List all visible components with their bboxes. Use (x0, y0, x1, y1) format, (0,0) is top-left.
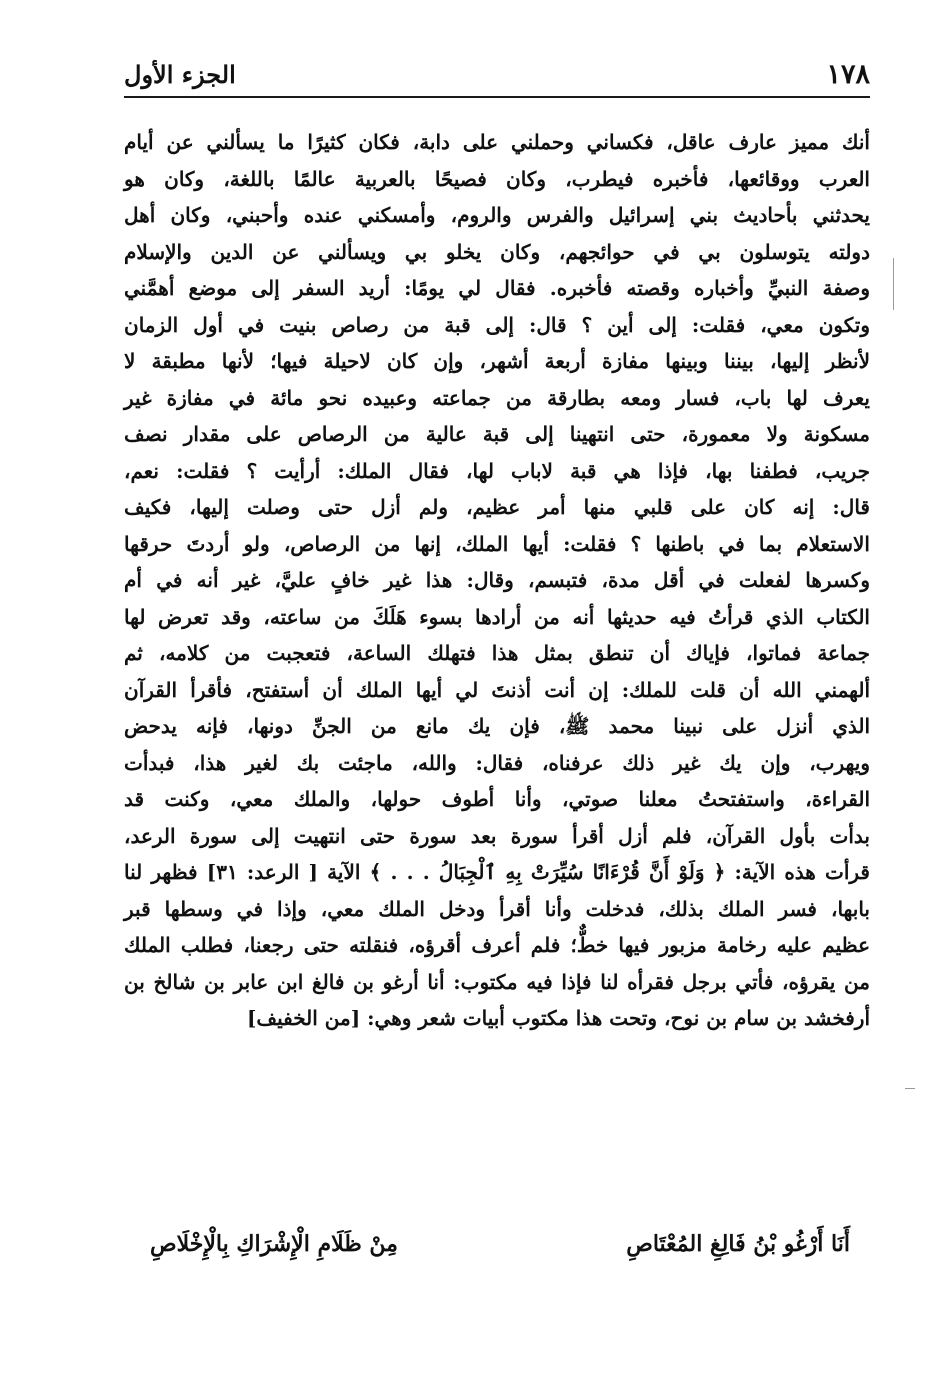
quran-verse-line: قرأت هذه الآية: ﴿ وَلَوْ أَنَّ قُرْءَانًا سُيِّرَتْ بِهِ ٱلْجِبَالُ . . . ﴾ الآية [ الرعد: ٣١] فظهر لنا (124, 860, 870, 884)
text-line: مسكونة ولا معمورة، حتى انتهينا إلى قبة عالية من الرصاص على مقدار نصف (124, 422, 870, 446)
text-line: ويهرب، وإن يك غير ذلك عرفناه، فقال: والله، ماجئت بك لغير هذا، فبدأت (124, 750, 870, 775)
text-line: وتكون معي، فقلت: إلى أين ؟ قال: إلى قبة من رصاص بنيت في أول الزمان (124, 312, 870, 337)
verse-second-hemistich: مِنْ ظَلَامِ الْإِشْرَاكِ بِالْإِخْلَاصِ (150, 1231, 398, 1257)
poem-verse (150, 1222, 850, 1266)
text-line: دولته يتوسلون بي في حوائجهم، وكان يخلو بي ويسألني عن الدين والإسلام (124, 239, 870, 264)
text-line: عظيم عليه رخامة مزبور فيها خطٌّ؛ فلم أعرف أقرؤه، فنقلته حتى رجعنا، فطلب الملك (124, 933, 870, 957)
text-line: ألهمني الله أن قلت للملك: إن أنت أذنتَ لي أيها الملك أن أستفتح، فأقرأ القرآن (124, 677, 870, 702)
text-line: بدأت بأول القرآن، فلم أزل أقرأ سورة بعد سورة حتى انتهيت إلى سورة الرعد، (124, 823, 870, 848)
text-line: العرب ووقائعها، فأخبره فيطرب، وكان فصيحًا بالعربية عالمًا باللغة، وكان هو (124, 166, 870, 191)
running-head: الجزء الأول (124, 60, 236, 89)
text-line: لأنظر إليها، بيننا وبينها مفازة أربعة أشهر، وإن كان لاحيلة فيها؛ لأنها مطبقة لا (124, 349, 870, 373)
text-line: وكسرها لفعلت في أقل مدة، فتبسم، وقال: هذا غير خافٍ عليَّ، غير أنه في أم (124, 568, 870, 592)
text-line: يحدثني بأحاديث بني إسرائيل والفرس والروم، وأمسكني عنده وأحبني، وكان أهل (124, 203, 870, 227)
text-line: جماعة فماتوا، فإياك أن تنطق بمثل هذا فتهلك الساعة، فتعجبت من كلامه، ثم (124, 641, 870, 665)
text-line: القراءة، واستفتحتُ معلنا صوتي، وأنا أطوف حولها، والملك معي، وكنت قد (124, 787, 870, 811)
header-rule (124, 96, 870, 98)
text-line: أرفخشد بن سام بن نوح، وتحت هذا مكتوب أبيات شعر وهي: [من الخفيف] (246, 1006, 870, 1030)
text-line: الاستعلام بما في باطنها ؟ فقلت: أيها الملك، إنها من الرصاص، ولو أردتَ حرقها (124, 531, 870, 556)
page-header (124, 60, 870, 94)
body-text (124, 124, 870, 1037)
margin-mark (893, 258, 894, 310)
verse-first-hemistich: أَنَا أَرْغُو بْنُ فَالِغِ المُعْتَاصِ (626, 1231, 850, 1257)
text-line: قال: إنه كان على قلبي منها أمر عظيم، ولم أزل حتى وصلت إليها، فكيف (124, 495, 870, 519)
text-line: أنك مميز عارف عاقل، فكساني وحملني على دابة، فكان كثيرًا ما يسألني عن أيام (124, 130, 870, 154)
page-number: ١٧٨ (826, 59, 870, 90)
text-line: وصفة النبيِّ وأخباره وقصته فأخبره. فقال لي يومًا: أريد السفر إلى موضع أهمَّني (124, 276, 870, 300)
text-line: جريب، فطفنا بها، فإذا هي قبة لاباب لها، فقال الملك: أرأيت ؟ فقلت: نعم، (124, 458, 870, 483)
text-line: بابها، فسر الملك بذلك، فدخلت وأنا أقرأ ودخل الملك معي، وإذا في وسطها قبر (124, 896, 870, 921)
text-line: يعرف لها باب، فسار ومعه بطارقة من جماعته وعبيده نحو مائة في مفازة غير (124, 385, 870, 410)
text-line: من يقرؤه، فأتي برجل فقرأه لنا فإذا فيه مكتوب: أنا أرغو بن فالغ ابن عابر بن شالخ بن (124, 969, 870, 994)
margin-dash (905, 1088, 915, 1089)
text-line: الكتاب الذي قرأتُ فيه حديثها أنه من أرادها بسوء هَلَكَ من ساعته، وقد تعرض لها (124, 604, 870, 629)
text-line: الذي أنزل على نبينا محمد ﷺ، فإن يك مانع من الجنِّ دونها، فإنه يدحض (124, 714, 870, 738)
